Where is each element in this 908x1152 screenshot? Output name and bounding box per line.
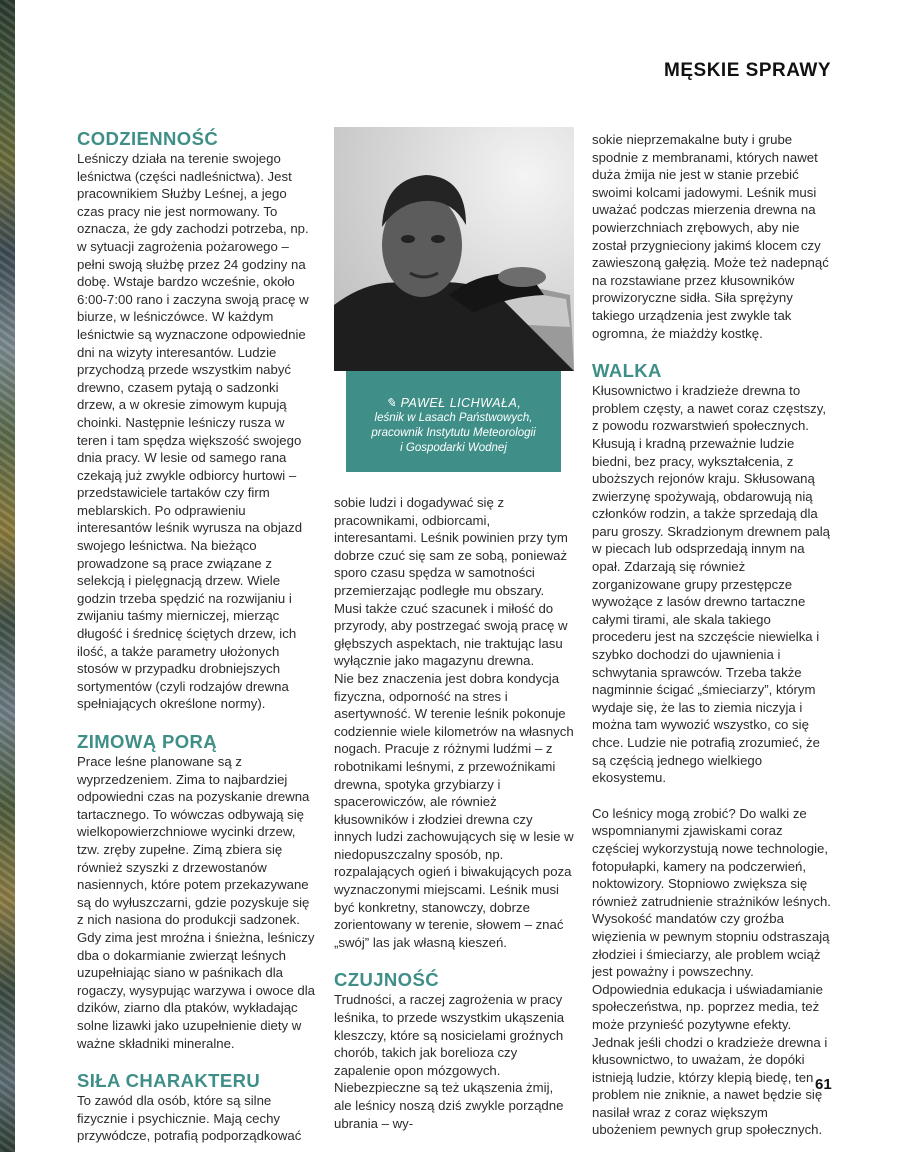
- paragraph: Leśniczy działa na terenie swojego leśnictwa (części nadleśnictwa). Jest pracownikiem Służby Leśnej, a jego czas pracy nie jest normowany. To oznacza, że gdy zachodzi potrzeba, np. w sytuacji zagrożenia pożarowego – pełni swoją służbę przez 24 godziny na dobę. Wstaje bardzo wcześnie, około 6:00-7:00 rano i zaczyna swoją pracę w biurze, w leśniczówce. W każdym leśnictwie są wyznaczone odpowiednie dni na wizyty interesantów. Ludzie przychodzą przede wszystkim nabyć drewno, czasem pytają o sadzonki drzew, a w okresie zimowym kupują choinki. Następnie leśniczy rusza w teren i tam spędza większość swojego dnia pracy. W lesie od samego rana czekają już zwykle odbiorcy hurtowi – przedstawiciele tartaków czy firm meblarskich. Po odprawieniu interesantów leśnik wyrusza na objazd swojego leśnictwa. Na bieżąco prowadzone są prace związane z selekcją i pielęgnacją drzew. Wiele godzin trzeba spędzić na rozwijaniu i zwijaniu taśmy mierniczej, mierząc długość i średnicę ściętych drzew, ich ilość, a także parametry ułożonych stosów w przypadku drobniejszych sortymentów (czyli rodzajów drewna spełniających określone normy).: [77, 151, 309, 712]
- paragraph: Co leśnicy mogą zrobić? Do walki ze wspomnianymi zjawiskami coraz częściej wykorzystują nowe technologie, fotopułapki, kamery na podczerwień, noktowizory. Stopniowo zwiększa się również zatrudnienie strażników leśnych. Wysokość mandatów czy groźba więzienia w pewnym stopniu odstraszają złodziei i śmieciarzy, ale problem wciąż jest poważny i powszechny. Odpowiednia edukacja i uświadamianie społeczeństwa, np. poprzez media, też może przynieść pozytywne efekty. Jednak jeśli chodzi o kradzieże drewna i kłusownictwo, to uważam, że dopóki istnieją ludzie, którzy klepią biedę, ten problem nie zniknie, a nawet będzie się nasilał wraz z coraz większym ubożeniem pewnych grup społecznych.: [592, 805, 831, 1138]
- decorative-edge-strip: [0, 0, 15, 1152]
- heading-walka: WALKA: [592, 360, 662, 382]
- page-number: 61: [815, 1076, 832, 1093]
- column-3: [592, 131, 832, 1139]
- portrait-illustration: [334, 127, 574, 371]
- heading-codziennosc: CODZIENNOŚĆ: [77, 128, 219, 149]
- column-1: [77, 128, 317, 1145]
- pencil-icon: ✎: [385, 396, 401, 410]
- section-title: MĘSKIE SPRAWY: [664, 60, 831, 81]
- caption-role-line: leśnik w Lasach Państwowych,: [374, 412, 533, 424]
- paragraph: Trudności, a raczej zagrożenia w pracy leśnika, to przede wszystkim ukąszenia kleszczy, które są nosicielami groźnych chorób, takich jak borelioza czy zapalenie opon mózgowych. Niebezpieczne są też ukąszenia żmij, ale leśnicy noszą dziś zwykle porządne ubrania – wy-: [334, 992, 565, 1131]
- caption-role-line: pracownik Instytutu Meteorologii: [371, 427, 536, 439]
- heading-czujnosc: CZUJNOŚĆ: [334, 969, 439, 991]
- photo-caption: [346, 371, 561, 472]
- paragraph: sobie ludzi i dogadywać się z pracownikami, odbiorcami, interesantami. Leśnik powinien przy tym dobrze czuć się sam ze sobą, ponieważ sporo czasu spędza w samotności przemierzając podległe mu obszary. Musi także czuć szacunek i miłość do przyrody, aby postrzegać swoją pracę w głębszych aspektach, nie traktując lasu wyłącznie jako magazynu drewna.: [334, 495, 568, 669]
- portrait-photo: [334, 127, 574, 371]
- column-2: [334, 494, 574, 1132]
- paragraph: Kłusownictwo i kradzieże drewna to problem częsty, a nawet coraz częstszy, z powodu rozwarstwień społecznych. Kłusują i kradną przeważnie ludzie biedni, bez pracy, wykształcenia, z uboższych rejonów kraju. Skłusowaną zwierzynę spożywają, obdarowują nią członków rodzin, a także sprzedają dla paru groszy. Skradzionym drewnem palą w piecach lub odsprzedają innym na opał. Zdarzają się również zorganizowane grupy przestępcze wywożące z lasów drewno tartaczne całymi tirami, ale skala takiego procederu jest na szczęście niewielka i szybko dochodzi do ujawnienia i schwytania sprawców. Trzeba także nagminnie ścigać „śmieciarzy”, którym wydaje się, że las to ziemia niczyja i można tam wywozić wszystko, co się chce. Ludzie nie potrafią zrozumieć, że są częścią jednego wielkiego ekosystemu.: [592, 383, 830, 786]
- paragraph: Prace leśne planowane są z wyprzedzeniem. Zima to najbardziej odpowiedni czas na pozyskanie drewna tartacznego. To wówczas odbywają się wielkopowierzchniowe wycinki drzew, tzw. zręby zupełne. Zimą zbiera się również szyszki z drzewostanów nasiennych, które potem przekazywane są do wyłuszczarni, gdzie pozyskuje się z nich nasiona do produkcji sadzonek. Gdy zima jest mroźna i śnieżna, leśniczy dba o dokarmianie zwierząt leśnych uzupełniając siano w paśnikach dla rogaczy, wysypując warzywa i owoce dla dzików, ziarno dla ptaków, wykładając solne lizawki jako uzupełnienie diety w ważne składniki mineralne.: [77, 754, 315, 1051]
- caption-role-line: i Gospodarki Wodnej: [400, 442, 507, 454]
- paragraph: To zawód dla osób, które są silne fizycznie i psychicznie. Mają cechy przywódcze, potrafią podporządkować: [77, 1093, 302, 1144]
- paragraph: Nie bez znaczenia jest dobra kondycja fizyczna, odporność na stres i asertywność. W terenie leśnik pokonuje codziennie wiele kilometrów na własnych nogach. Pracuje z różnymi ludźmi – z robotnikami leśnymi, z przewoźnikami drewna, spotyka grzybiarzy i spacerowiczów, ale również kłusowników i złodziei drewna czy innych ludzi zachowujących się w lesie w niedopuszczalny sposób, np. rozpalających ogień i biwakujących poza wyznaczonymi miejscami. Leśnik musi być konkretny, stanowczy, dobrze zorientowany w terenie, słowem – znać „swój” las jak własną kieszeń.: [334, 670, 574, 950]
- heading-zimowa-pora: ZIMOWĄ PORĄ: [77, 731, 218, 752]
- heading-sila-charakteru: SIŁA CHARAKTERU: [77, 1070, 261, 1092]
- paragraph: sokie nieprzemakalne buty i grube spodnie z membranami, których nawet duża żmija nie jest w stanie przebić swoimi kolcami jadowymi. Leśnik musi uważać podczas mierzenia drewna na powierzchniach zrębowych, aby nie został przygnieciony jakimś klocem czy zawieszoną gałęzią. Może też nadepnąć na rozstawiane przez kłusowników prowizoryczne sidła. Siła sprężyny takiego urządzenia jest zwykle tak ogromna, że miażdży kostkę.: [592, 132, 829, 341]
- caption-name: ✎ PAWEŁ LICHWAŁA,: [385, 396, 522, 410]
